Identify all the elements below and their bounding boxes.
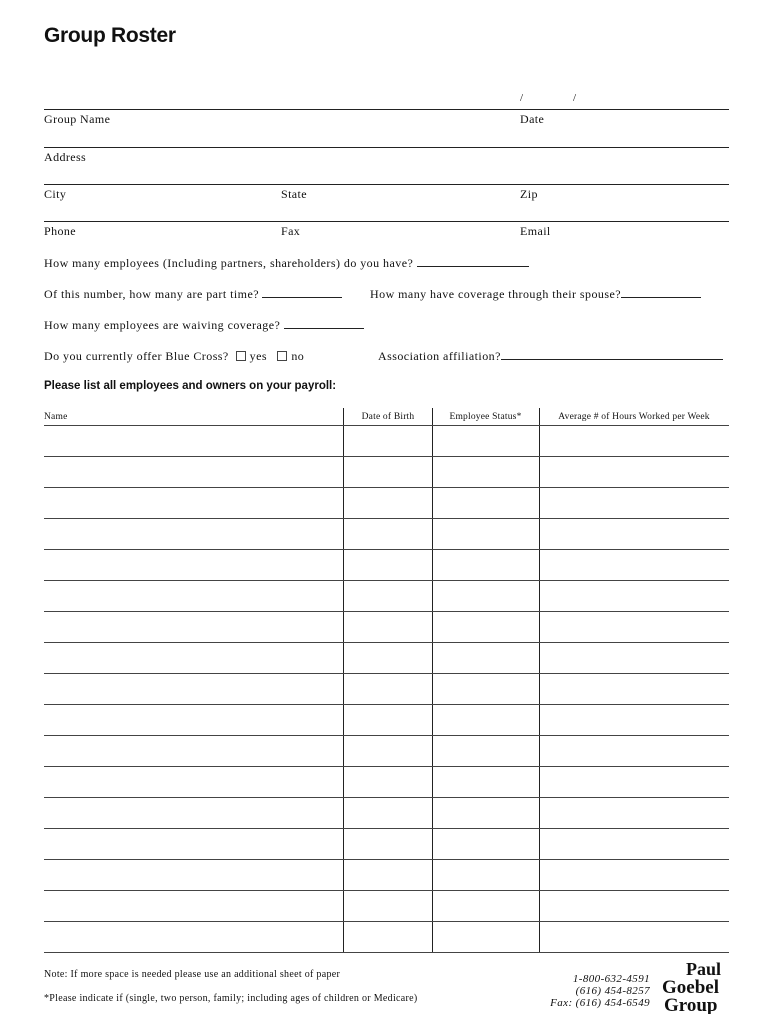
dob-cell[interactable] — [344, 550, 431, 580]
hours-cell[interactable] — [540, 705, 729, 735]
status-cell[interactable] — [433, 798, 538, 828]
status-cell[interactable] — [433, 643, 538, 673]
hours-cell[interactable] — [540, 581, 729, 611]
date-slash-1: / — [520, 92, 524, 104]
logo-line-3: Group — [664, 995, 718, 1014]
question-num-employees — [44, 256, 529, 271]
note-extra-space: Note: If more space is needed please use an additional sheet of paper — [44, 969, 341, 980]
dob-cell[interactable] — [344, 581, 431, 611]
table-row-line — [44, 952, 729, 953]
hours-cell[interactable] — [540, 922, 729, 952]
email-label: Email — [520, 224, 551, 238]
payroll-instructions: Please list all employees and owners on your payroll: — [44, 380, 337, 392]
status-cell[interactable] — [433, 674, 538, 704]
name-cell[interactable] — [44, 581, 342, 611]
dob-cell[interactable] — [344, 488, 431, 518]
hours-cell[interactable] — [540, 891, 729, 921]
status-cell[interactable] — [433, 767, 538, 797]
name-cell[interactable] — [44, 922, 342, 952]
logo-line-2: Goebel — [662, 977, 719, 998]
question-association-text: Association affiliation? — [378, 349, 501, 363]
dob-cell[interactable] — [344, 767, 431, 797]
hours-cell[interactable] — [540, 519, 729, 549]
city-state-zip-line — [44, 184, 729, 185]
spouse-coverage-input[interactable] — [621, 287, 701, 298]
status-cell[interactable] — [433, 550, 538, 580]
column-header-name: Name — [44, 412, 68, 422]
dob-cell[interactable] — [344, 891, 431, 921]
question-part-time — [44, 287, 342, 302]
name-cell[interactable] — [44, 829, 342, 859]
hours-cell[interactable] — [540, 829, 729, 859]
status-cell[interactable] — [433, 519, 538, 549]
num-employees-input[interactable] — [417, 256, 529, 267]
status-cell[interactable] — [433, 705, 538, 735]
contact-fax: Fax: (616) 454-6549 — [550, 997, 650, 1009]
status-cell[interactable] — [433, 922, 538, 952]
dob-cell[interactable] — [344, 674, 431, 704]
dob-cell[interactable] — [344, 829, 431, 859]
name-cell[interactable] — [44, 643, 342, 673]
address-field[interactable] — [44, 128, 729, 146]
question-association — [378, 349, 723, 364]
fax-label: Fax — [281, 224, 301, 238]
dob-cell[interactable] — [344, 798, 431, 828]
waiving-input[interactable] — [284, 318, 364, 329]
group-name-date-line — [44, 109, 729, 110]
name-cell[interactable] — [44, 798, 342, 828]
name-cell[interactable] — [44, 736, 342, 766]
dob-cell[interactable] — [344, 705, 431, 735]
group-name-label: Group Name — [44, 112, 111, 126]
hours-cell[interactable] — [540, 736, 729, 766]
name-cell[interactable] — [44, 674, 342, 704]
city-label: City — [44, 187, 67, 201]
phone-field[interactable] — [44, 203, 274, 221]
group-name-field[interactable] — [44, 90, 514, 108]
name-cell[interactable] — [44, 767, 342, 797]
blue-cross-no-option[interactable] — [277, 349, 304, 363]
state-label: State — [281, 187, 307, 201]
column-header-hours: Average # of Hours Worked per Week — [558, 412, 710, 422]
name-cell[interactable] — [44, 860, 342, 890]
status-cell[interactable] — [433, 860, 538, 890]
contact-tollfree: 1-800-632-4591 — [572, 973, 650, 985]
city-field[interactable] — [44, 166, 274, 184]
status-cell[interactable] — [433, 581, 538, 611]
question-waiving-text: How many employees are waiving coverage? — [44, 318, 281, 332]
dob-cell[interactable] — [344, 922, 431, 952]
hours-cell[interactable] — [540, 457, 729, 487]
name-cell[interactable] — [44, 519, 342, 549]
hours-cell[interactable] — [540, 860, 729, 890]
date-field[interactable] — [518, 90, 728, 108]
association-input[interactable] — [501, 349, 723, 360]
name-cell[interactable] — [44, 426, 342, 456]
column-header-status: Employee Status* — [449, 412, 522, 422]
page-title: Group Roster — [44, 24, 176, 47]
name-cell[interactable] — [44, 550, 342, 580]
hours-cell[interactable] — [540, 767, 729, 797]
column-header-dob: Date of Birth — [361, 412, 415, 422]
email-field[interactable] — [518, 203, 728, 221]
question-spouse-coverage — [370, 287, 701, 302]
question-blue-cross — [44, 349, 304, 364]
hours-cell[interactable] — [540, 426, 729, 456]
status-cell[interactable] — [433, 488, 538, 518]
zip-field[interactable] — [518, 166, 728, 184]
dob-cell[interactable] — [344, 643, 431, 673]
yes-label: yes — [249, 349, 267, 363]
dob-cell[interactable] — [344, 860, 431, 890]
hours-cell[interactable] — [540, 643, 729, 673]
hours-cell[interactable] — [540, 488, 729, 518]
question-part-time-text: Of this number, how many are part time? — [44, 287, 260, 301]
yes-checkbox[interactable] — [236, 351, 246, 361]
status-cell[interactable] — [433, 457, 538, 487]
phone-label: Phone — [44, 224, 76, 238]
dob-cell[interactable] — [344, 457, 431, 487]
hours-cell[interactable] — [540, 612, 729, 642]
question-blue-cross-text: Do you currently offer Blue Cross? — [44, 349, 229, 363]
address-label: Address — [44, 150, 87, 164]
paul-goebel-group-logo — [660, 958, 734, 1014]
contact-phone: (616) 454-8257 — [575, 985, 650, 997]
question-num-employees-text: How many employees (Including partners, shareholders) do you have? — [44, 256, 414, 270]
status-cell[interactable] — [433, 891, 538, 921]
hours-cell[interactable] — [540, 550, 729, 580]
no-label: no — [291, 349, 305, 363]
status-cell[interactable] — [433, 426, 538, 456]
logo-line-1: Paul — [686, 959, 722, 979]
question-spouse-coverage-text: How many have coverage through their spouse? — [370, 287, 622, 301]
dob-cell[interactable] — [344, 426, 431, 456]
state-field[interactable] — [280, 166, 510, 184]
status-cell[interactable] — [433, 736, 538, 766]
status-cell[interactable] — [433, 829, 538, 859]
no-checkbox[interactable] — [277, 351, 287, 361]
name-cell[interactable] — [44, 891, 342, 921]
dob-cell[interactable] — [344, 612, 431, 642]
status-cell[interactable] — [433, 612, 538, 642]
name-cell[interactable] — [44, 488, 342, 518]
phone-fax-email-line — [44, 221, 729, 222]
zip-label: Zip — [520, 187, 538, 201]
address-line — [44, 147, 729, 148]
name-cell[interactable] — [44, 612, 342, 642]
name-cell[interactable] — [44, 457, 342, 487]
part-time-input[interactable] — [262, 287, 342, 298]
dob-cell[interactable] — [344, 736, 431, 766]
fax-field[interactable] — [280, 203, 510, 221]
blue-cross-yes-option[interactable] — [236, 349, 267, 363]
hours-cell[interactable] — [540, 674, 729, 704]
hours-cell[interactable] — [540, 798, 729, 828]
name-cell[interactable] — [44, 705, 342, 735]
dob-cell[interactable] — [344, 519, 431, 549]
date-slash-2: / — [573, 92, 577, 104]
date-label: Date — [520, 112, 545, 126]
question-waiving — [44, 318, 364, 333]
note-status: *Please indicate if (single, two person, family; including ages of children or Medicare) — [44, 993, 418, 1004]
